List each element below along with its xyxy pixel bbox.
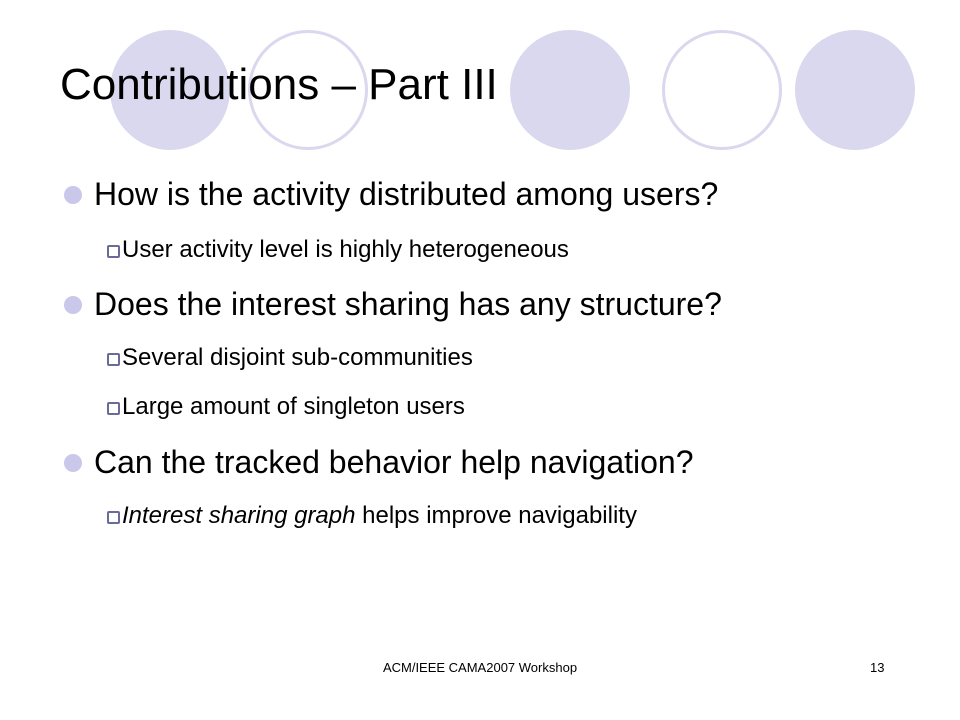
italic-term: Interest sharing graph <box>122 502 356 529</box>
bullet-1-text: How is the activity distributed among users? <box>94 176 719 212</box>
sub-bullet-3-1-rest: helps improve navigability <box>355 502 637 529</box>
sub-bullet-3-1-text <box>122 502 637 530</box>
slide-title: Contributions – Part III <box>60 60 498 109</box>
sub-bullet-1-1 <box>107 236 569 264</box>
bullet-dot-icon <box>64 296 82 314</box>
sub-bullet-2-1-text: Several disjoint sub-communities <box>122 344 473 371</box>
sub-bullet-1-1-text: User activity level is highly heterogeneous <box>122 236 569 263</box>
sub-bullet-2-2 <box>107 393 465 421</box>
sub-bullet-box-icon <box>107 245 120 258</box>
sub-bullet-2-2-text: Large amount of singleton users <box>122 393 465 420</box>
sub-bullet-box-icon <box>107 511 120 524</box>
sub-bullet-2-1 <box>107 344 473 372</box>
footer-text: ACM/IEEE CAMA2007 Workshop <box>382 660 578 675</box>
bullet-2-text: Does the interest sharing has any structure? <box>94 286 722 322</box>
sub-bullet-3-1 <box>107 502 637 530</box>
bullet-1 <box>64 176 718 213</box>
sub-bullet-box-icon <box>107 353 120 366</box>
bullet-3 <box>64 444 694 481</box>
bullet-2 <box>64 286 722 323</box>
page-number: 13 <box>870 660 885 675</box>
bullet-dot-icon <box>64 454 82 472</box>
bullet-3-text: Can the tracked behavior help navigation? <box>94 444 694 480</box>
sub-bullet-box-icon <box>107 402 120 415</box>
bullet-dot-icon <box>64 186 82 204</box>
